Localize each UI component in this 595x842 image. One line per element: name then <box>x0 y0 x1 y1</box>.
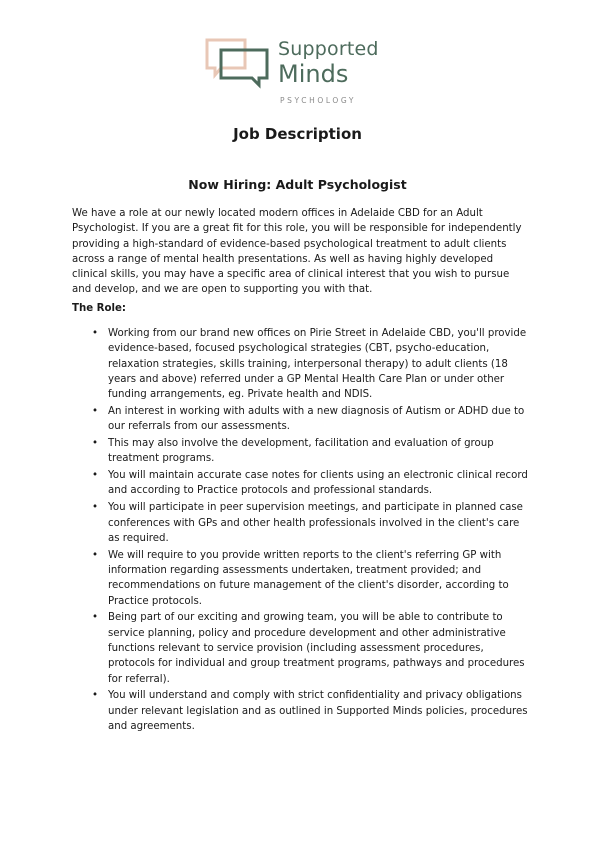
list-item: • You will maintain accurate case notes for clients using an electronic clinical record and according to Practice protocols and professional standards. <box>108 468 528 499</box>
job-title: Now Hiring: Adult Psychologist <box>188 177 407 192</box>
list-item: • You will understand and comply with strict confidentiality and privacy obligations under relevant legislation and as outlined in Supported Minds policies, procedures and agreements. <box>108 688 528 734</box>
list-item: • We will require to you provide written reports to the client's referring GP with information regarding assessments undertaken, treatment provided; and recommendations on future management of the client's disorder, according to Practice protocols. <box>108 548 528 609</box>
list-item: • You will participate in peer supervision meetings, and participate in planned case conferences with GPs and other health professionals involved in the client's care as required. <box>108 500 528 546</box>
intro-paragraph: We have a role at our newly located modern offices in Adelaide CBD for an Adult Psychologist. If you are a great fit for this role, you will be responsible for independently providing a high-standard of evidence-based psychological treatment to adult clients across a range of mental health presentations. As well as having highly developed clinical skills, you may have a specific area of clinical interest that you wish to pursue and develop, and we are open to supporting you with that. <box>72 208 522 296</box>
logo-subtitle: PSYCHOLOGY <box>280 96 357 105</box>
role-list <box>108 326 528 736</box>
role-section-label: The Role: <box>72 303 126 314</box>
list-item: • Being part of our exciting and growing team, you will be able to contribute to service planning, policy and procedure development and other administrative functions relevant to service provision (including assessment procedures, protocols for individual and group treatment programs, pathways and procedures for referral). <box>108 610 528 686</box>
speech-bubbles-icon <box>205 38 271 90</box>
logo <box>205 38 395 108</box>
document-title: Job Description <box>233 125 362 143</box>
list-item: • An interest in working with adults with a new diagnosis of Autism or ADHD due to our referrals from our assessments. <box>108 404 528 435</box>
logo-word-minds: Minds <box>278 60 349 88</box>
list-item: • This may also involve the development, facilitation and evaluation of group treatment programs. <box>108 436 528 467</box>
list-item: • Working from our brand new offices on Pirie Street in Adelaide CBD, you'll provide evidence-based, focused psychological strategies (CBT, psycho-education, relaxation strategies, skills training, interpersonal therapy) to adult clients (18 years and above) referred under a GP Mental Health Care Plan or under other funding arrangements, eg. Private health and NDIS. <box>108 326 528 402</box>
logo-word-supported: Supported <box>278 38 379 60</box>
